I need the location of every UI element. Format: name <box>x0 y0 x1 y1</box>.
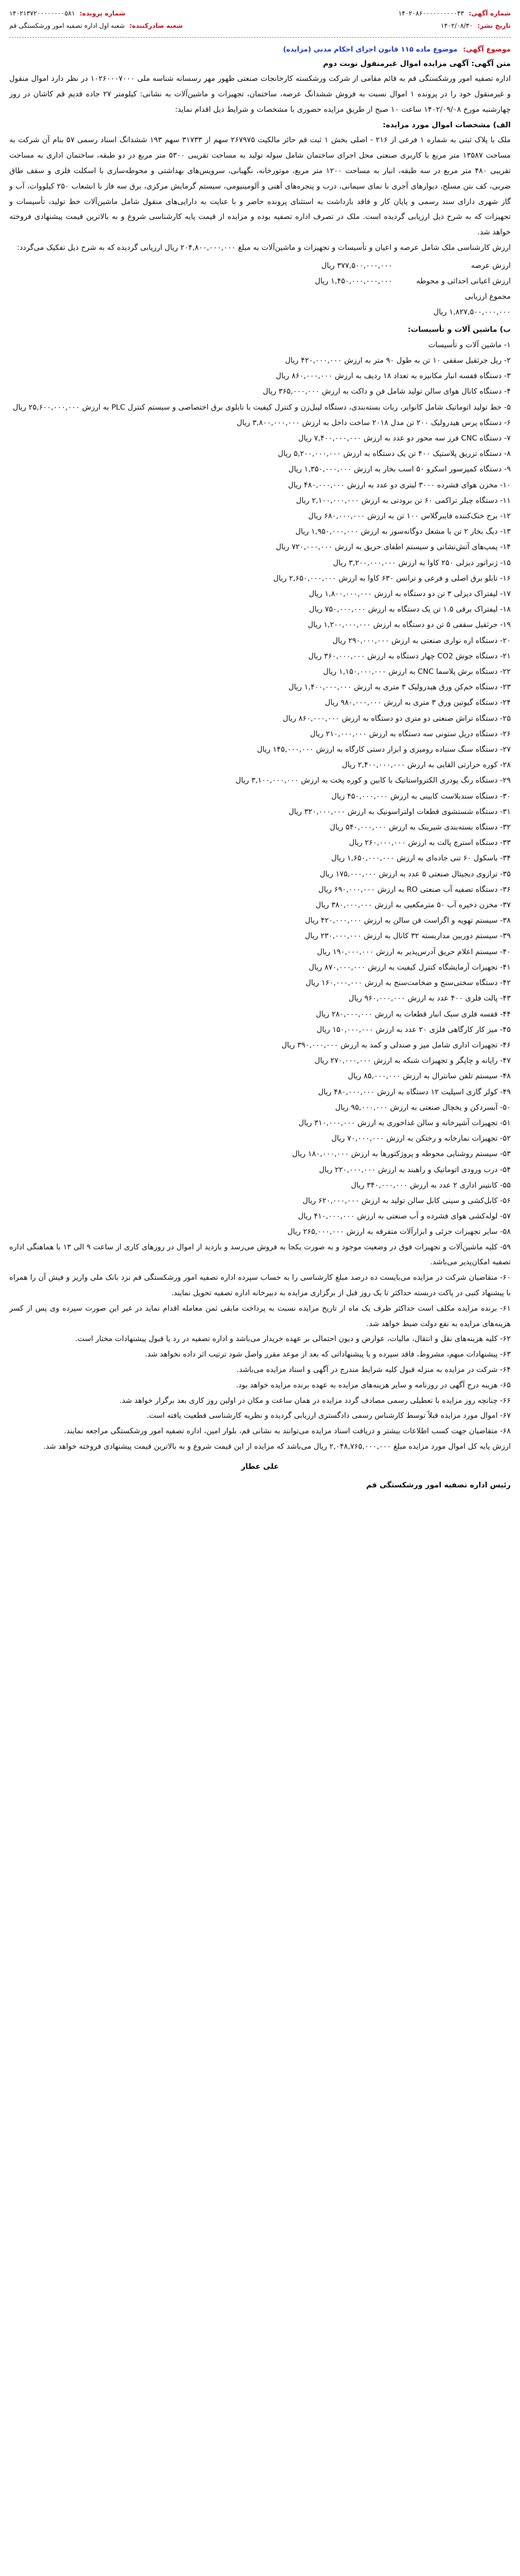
summary-row <box>9 258 511 274</box>
conditions <box>9 1240 511 1455</box>
asset-item: ۱۶- تابلو برق اصلی و فرعی و ترانس ۶۳۰ کاوا به ارزش ۲,۶۵۰,۰۰۰,۰۰۰ ریال <box>273 574 511 583</box>
asset-item: ۱۱- دستگاه چیلر تراکمی ۶۰ تن برودتی به ارزش ۲,۱۰۰,۰۰۰,۰۰۰ ریال <box>296 496 511 505</box>
asset-item: ۳۳- دستگاه استرچ پالت به ارزش ۲۶۰,۰۰۰,۰۰۰ ریال <box>349 839 511 848</box>
asset-item: ۴۲- دستگاه سختی‌سنج و ضخامت‌سنج به ارزش ۱۶۰,۰۰۰,۰۰۰ ریال <box>305 979 511 988</box>
section-a-valuation: ارزش کارشناسی ملک شامل عرصه و اعیان و تأسیسات و تجهیزات و ماشین‌آلات به مبلغ ۲۰۴,۸۰۰,۰۰۰,۰۰۰ ریال ارزیابی گردیده که به شرح ذیل تفکیک می‌گردد: <box>16 243 511 252</box>
condition-paragraph: ۶۶- چنانچه روز مزایده با تعطیلی رسمی مصادف گردد مزایده در همان ساعت و مکان در اولین روز کاری بعد برگزار خواهد شد. <box>119 1396 511 1405</box>
asset-item: ۱۰- مخزن هوای فشرده ۳۰۰۰ لیتری دو عدد به ارزش ۴۸۰,۰۰۰,۰۰۰ ریال <box>288 481 511 489</box>
asset-item: ۲۹- دستگاه رنگ پودری الکترواستاتیک با کابین و کوره پخت به ارزش ۳,۱۰۰,۰۰۰,۰۰۰ ریال <box>235 776 511 785</box>
issue-date-value: ۱۴۰۲/۰۸/۳۰ <box>441 22 473 29</box>
asset-item: ۳۰- دستگاه سندبلاست کابینی به ارزش ۴۵۰,۰۰۰,۰۰۰ ریال <box>331 792 511 801</box>
asset-item: ۷- دستگاه CNC فرز سه محور دو عدد به ارزش ۷,۴۰۰,۰۰۰,۰۰۰ ریال <box>298 434 511 443</box>
asset-item: ۳- دستگاه قفسه انبار مکانیزه به تعداد ۱۸ ردیف به ارزش ۸۶۰,۰۰۰,۰۰۰ ریال <box>275 372 511 381</box>
asset-item: ۹- دستگاه کمپرسور اسکرو ۵۰ اسب بخار به ارزش ۱,۳۵۰,۰۰۰,۰۰۰ ریال <box>288 465 511 474</box>
condition-paragraph: ۶۵- هزینه درج آگهی در روزنامه و سایر هزینه‌های مزایده به عهده برنده مزایده خواهد بود. <box>236 1381 511 1389</box>
asset-item: ۴۷- رایانه و چاپگر و تجهیزات شبکه به ارزش ۲۷۰,۰۰۰,۰۰۰ ریال <box>315 1057 511 1065</box>
asset-item: ۲۱- دستگاه جوش CO2 چهار دستگاه به ارزش ۳۶۰,۰۰۰,۰۰۰ ریال <box>308 652 511 660</box>
condition-paragraph: ۶۲- کلیه هزینه‌های نقل و انتقال، مالیات، عوارض و دیون احتمالی بر عهده خریدار می‌باشد و اداره تصفیه در رد یا قبول پیشنهادات مختار است. <box>75 1335 511 1344</box>
condition-paragraph: ارزش پایه کل اموال مورد مزایده مبلغ ۲,۰۴۸,۷۶۵,۰۰۰,۰۰۰ ریال می‌باشد که مزایده از این قیمت شروع و به بالاترین قیمت پیشنهادی فروخته خواهد شد. <box>43 1442 511 1451</box>
assets-items <box>9 337 511 1240</box>
notice-intro: اداره تصفیه امور ورشکستگی قم به قائم مقامی از شرکت ورشکسته کارخانجات صنعتی ظهور مهر رسسانه شناسه ملی ۱۰۲۶۰۰۰۷۰۰۰ در نظر دارد اموال منقول و غیرمنقول خود را در پرونده ۱ اموال نسبت به فروش ششدانگ عرصه، ساختمان، تجهیزات و ماشین‌آلات به نشانی: کیلومتر ۲۷ جاده قدیم قم کاشان در روز چهارشنبه مورخ ۱۴۰۲/۰۹/۰۸ ساعت ۱۰ صبح از طریق مزایده حضوری با مشخصات و شرایط ذیل اقدام نماید: <box>9 75 511 114</box>
conditions-paragraphs <box>9 1240 511 1455</box>
notice-subject <box>9 43 511 56</box>
asset-item: ۵۶- کابل‌کشی و سینی کابل سالن تولید به ارزش ۶۲۰,۰۰۰,۰۰۰ ریال <box>302 1196 511 1205</box>
condition-paragraph: ۶۳- پیشنهادات مبهم، مشروط، فاقد سپرده و یا پیشنهاداتی که بعد از موعد مقرر واصل شود ترتیب اثر داده نخواهد شد. <box>145 1350 511 1359</box>
asset-item: ۳۹- سیستم دوربین مداربسته ۳۲ کانال به ارزش ۲۳۰,۰۰۰,۰۰۰ ریال <box>305 932 511 941</box>
asset-item: ۶- دستگاه پرس هیدرولیک ۲۰۰ تن مدل ۲۰۱۸ ساخت داخل به ارزش ۳,۸۰۰,۰۰۰,۰۰۰ ریال <box>236 418 511 427</box>
asset-item: ۴۴- قفسه فلزی سبک انبار قطعات به ارزش ۲۸۰,۰۰۰,۰۰۰ ریال <box>316 1010 511 1019</box>
issue-date-label: تاریخ نشر: <box>477 22 511 29</box>
summary-total-value-row <box>9 304 511 320</box>
asset-item: ۵۵- کانتینر اداری ۲ عدد به ارزش ۳۴۰,۰۰۰,۰۰۰ ریال <box>351 1181 511 1190</box>
summary-total-label: مجموع ارزیابی <box>465 292 511 301</box>
issue-date <box>441 20 511 32</box>
issuing-branch-value: شعبه اول اداره تصفیه امور ورشکستگی قم <box>9 22 125 29</box>
asset-item: ۳۴- باسکول ۶۰ تنی جاده‌ای به ارزش ۱,۶۵۰,۰۰۰,۰۰۰ ریال <box>331 854 511 863</box>
asset-item: ۱۵- ژنراتور دیزلی ۲۵۰ کاوا به ارزش ۳,۲۰۰,۰۰۰,۰۰۰ ریال <box>333 558 511 567</box>
asset-item: ۳۷- مخزن ذخیره آب ۵۰ مترمکعبی به ارزش ۳۸۰,۰۰۰,۰۰۰ ریال <box>316 901 511 910</box>
asset-item: ۲۷- دستگاه سنگ سنباده رومیزی و ابزار دستی کارگاه به ارزش ۱۴۵,۰۰۰,۰۰۰ ریال <box>257 745 511 754</box>
summary-value: ۱,۴۵۰,۰۰۰,۰۰۰,۰۰۰ ریال <box>315 277 392 285</box>
asset-item: ۵۳- سیستم روشنایی محوطه و پروژکتورها به ارزش ۱۸۰,۰۰۰,۰۰۰ ریال <box>292 1150 511 1159</box>
condition-paragraph: ۵۹- کلیه ماشین‌آلات و تجهیزات فوق در وضعیت موجود و به صورت یکجا به فروش می‌رسد و بازدید از اموال در روزهای کاری از ساعت ۹ الی ۱۳ با هماهنگی اداره تصفیه امکان‌پذیر می‌باشد. <box>9 1243 511 1267</box>
notice-body <box>9 56 511 256</box>
asset-item: ۵۲- تجهیزات نمازخانه و رختکن به ارزش ۷۰,۰۰۰,۰۰۰ ریال <box>331 1134 511 1143</box>
meta-row-2 <box>9 20 511 32</box>
asset-item: ۳۱- دستگاه شستشوی قطعات اولتراسونیک به ارزش ۳۲۰,۰۰۰,۰۰۰ ریال <box>288 807 511 816</box>
asset-item: ۳۸- سیستم تهویه و اگزاست فن سالن به ارزش ۴۲۰,۰۰۰,۰۰۰ ریال <box>305 917 511 925</box>
asset-item: ۵- خط تولید اتوماتیک شامل کانوایر، ربات بسته‌بندی، دستگاه لیبل‌زن و کنترل کیفیت با تابلوی برق اختصاصی و سیستم کنترل PLC به ارزش ۲۵,۶۰۰,۰۰۰,۰۰۰ ریال <box>12 403 511 412</box>
section-a-text: ملک با پلاک ثبتی به شماره ۱ فرعی از ۲۱۶ - اصلی بخش ۱ ثبت قم حائز مالکیت ۲۶۷۹۷۵ سهم از ۳۱۷۳۳ سهم ۱۹۳ ششدانگ اسناد رسمی ۵۷ بنام آن شرکت به مساحت ۱۳۵۸۷ متر مربع با کاربری صنعتی محل اجرای ساختمان شامل سوله تولید به مساحت تقریبی ۵۳۰۰ متر مربع در دو طبقه، ساختمان اداری به مساحت تقریبی ۴۸۰ متر مربع در سه طبقه، انبار به مساحت ۱۲۰۰ متر مربع، موتورخانه، نگهبانی، سرویس‌های بهداشتی و محوطه‌سازی با اسکلت فلزی و سقف طاق ضربی، کف بتن مسلح، دیوارهای آجری با نمای سیمانی، درب و پنجره‌های آهنی و آلومینیومی، سیستم گرمایش مرکزی، برق سه فاز با انشعاب ۲۵۰ کیلووات، آب و گاز شهری دارای سند رسمی و پایان کار و فاقد بازداشت به استثنای پرونده حاضر و با عنایت به دارایی‌های منقول شامل ماشین‌آلات خط تولید، تأسیسات و تجهیزات که به شرح ذیل ارزیابی گردیده است. ملک در تصرف اداره تصفیه بوده و مزایده از قیمت پایه کارشناسی شروع و به بالاترین قیمت پیشنهادی فروخته خواهد شد. <box>9 136 511 237</box>
signatory-name: علی عطار <box>241 1462 279 1471</box>
summary-total-value: ۱,۸۲۷,۵۰۰,۰۰۰,۰۰۰ ریال <box>433 308 511 316</box>
summary-key: ارزش اعیانی احداثی و محوطه <box>416 277 511 285</box>
asset-item: ۵۸- سایر تجهیزات جزئی و ابزارآلات متفرقه به ارزش ۲۶۵,۰۰۰,۰۰۰ ریال <box>287 1228 511 1236</box>
asset-item: ۳۲- دستگاه بسته‌بندی شیرینک به ارزش ۵۴۰,۰۰۰,۰۰۰ ریال <box>330 823 511 832</box>
issuing-branch <box>9 20 183 32</box>
summary-row <box>9 274 511 289</box>
asset-item: ۴۳- پالت فلزی ۴۰۰ عدد به ارزش ۹۶۰,۰۰۰,۰۰۰ ریال <box>349 994 511 1003</box>
asset-item: ۴۰- سیستم اعلام حریق آدرس‌پذیر به ارزش ۱۹۰,۰۰۰,۰۰۰ ریال <box>317 947 511 956</box>
asset-item: ۲۵- دستگاه تراش صنعتی دو متری دو دستگاه به ارزش ۸۶۰,۰۰۰,۰۰۰ ریال <box>283 714 511 723</box>
asset-item: ۵۱- تجهیزات آشپزخانه و سالن غذاخوری به ارزش ۳۱۰,۰۰۰,۰۰۰ ریال <box>298 1118 511 1127</box>
asset-item: ۱۳- دیگ بخار ۲ تن با مشعل دوگانه‌سوز به ارزش ۱,۹۵۰,۰۰۰,۰۰۰ ریال <box>295 528 511 536</box>
asset-item: ۱- ماشین آلات و تأسیسات <box>428 341 511 349</box>
notice-footer <box>9 1459 511 1493</box>
summary-total-row <box>9 289 511 304</box>
summary-value: ۳۷۷,۵۰۰,۰۰۰,۰۰۰ ریال <box>321 261 392 270</box>
asset-item: ۲۳- دستگاه خم‌کن ورق هیدرولیک ۳ متری به ارزش ۱,۴۰۰,۰۰۰,۰۰۰ ریال <box>288 683 511 692</box>
asset-item: ۴۶- تجهیزات اداری شامل میز و صندلی و کمد به ارزش ۳۹۰,۰۰۰,۰۰۰ ریال <box>281 1041 511 1049</box>
section-a-title: الف) مشخصات اموال مورد مزایده: <box>383 121 511 130</box>
condition-paragraph: ۶۸- متقاضیان جهت کسب اطلاعات بیشتر و دریافت اسناد مزایده می‌توانند به نشانی قم، بلوار امین، اداره تصفیه امور ورشکستگی مراجعه نمایند. <box>64 1427 511 1436</box>
asset-item: ۱۸- لیفتراک برقی ۱.۵ تن یک دستگاه به ارزش ۷۵۰,۰۰۰,۰۰۰ ریال <box>309 605 511 614</box>
asset-item: ۳۶- دستگاه تصفیه آب صنعتی RO به ارزش ۶۹۰,۰۰۰,۰۰۰ ریال <box>318 885 511 894</box>
asset-item: ۳۵- ترازوی دیجیتال صنعتی ۵ عدد به ارزش ۱۷۵,۰۰۰,۰۰۰ ریال <box>320 870 511 878</box>
condition-paragraph: ۶۱- برنده مزایده مکلف است حداکثر ظرف یک ماه از تاریخ مزایده نسبت به پرداخت مابقی ثمن معامله اقدام نماید در غیر این صورت سپرده وی پس از کسر هزینه‌های مزایده به نفع دولت ضبط خواهد شد. <box>9 1304 511 1328</box>
asset-item: ۱۹- جرثقیل سقفی ۵ تن دو دستگاه به ارزش ۱,۲۰۰,۰۰۰,۰۰۰ ریال <box>307 621 511 630</box>
asset-item: ۲- ریل جرثقیل سقفی ۱۰ تن به طول ۹۰ متر به ارزش ۴۲۰,۰۰۰,۰۰۰ ریال <box>285 356 511 365</box>
issuing-branch-label: شعبه صادرکننده: <box>129 22 183 29</box>
subject-value: موضوع ماده ۱۱۵ قانون اجرای احکام مدنی (مزایده) <box>283 45 458 54</box>
notice-number <box>398 7 511 20</box>
asset-item: ۴۸- سیستم تلفن سانترال به ارزش ۸۵,۰۰۰,۰۰۰ ریال <box>348 1072 511 1081</box>
asset-item: ۵۰- آبسردکن و یخچال صنعتی به ارزش ۹۵,۰۰۰,۰۰۰ ریال <box>335 1103 511 1112</box>
letter-number <box>9 7 125 20</box>
letter-number-label: شماره پرونده: <box>79 9 126 17</box>
asset-item: ۴- دستگاه کانال هوای سالن تولید شامل فن و داکت به ارزش ۳۶۵,۰۰۰,۰۰۰ ریال <box>263 387 511 396</box>
subject-label: موضوع آگهی: <box>463 45 511 54</box>
notice-heading: متن آگهی: آگهی مزایده اموال غیرمنقول نوبت دوم <box>323 60 511 68</box>
notice-number-value: ۱۴۰۲۰۸۶۰۰۰۰۰۰۰۰۰۰۴۳ <box>398 9 464 17</box>
asset-item: ۱۷- لیفتراک دیزلی ۳ تن دو دستگاه به ارزش ۱,۸۰۰,۰۰۰,۰۰۰ ریال <box>308 590 511 599</box>
asset-item: ۴۵- میز کار کارگاهی فلزی ۲۰ عدد به ارزش ۱۵۰,۰۰۰,۰۰۰ ریال <box>317 1025 511 1034</box>
summary-key: ارزش عرصه <box>471 261 511 270</box>
meta-row-1 <box>9 7 511 20</box>
asset-item: ۲۶- دستگاه دریل ستونی سه دستگاه به ارزش ۲۱۰,۰۰۰,۰۰۰ ریال <box>310 730 511 738</box>
letter-number-value: ۱۴۰۲۱۳۷۲۰۰۰۰۰۰۰۰۵۸۱ <box>9 9 75 17</box>
asset-item: ۸- دستگاه تزریق پلاستیک ۴۰۰ تن یک دستگاه به ارزش ۵,۲۰۰,۰۰۰,۰۰۰ ریال <box>278 450 511 459</box>
assets-list <box>9 322 511 1240</box>
condition-paragraph: ۶۴- شرکت در مزایده به منزله قبول کلیه شرایط مندرج در آگهی و اسناد مزایده می‌باشد. <box>236 1365 511 1374</box>
asset-item: ۲۸- کوره حرارتی القایی به ارزش ۲,۴۰۰,۰۰۰,۰۰۰ ریال <box>342 761 511 770</box>
condition-paragraph: ۶۰- متقاضیان شرکت در مزایده می‌بایست ده درصد مبلغ کارشناسی را به حساب سپرده اداره تصفیه امور ورشکستگی قم نزد بانک ملی واریز و فیش آن را همراه با پیشنهاد کتبی در پاکت دربسته حداکثر تا یک روز قبل از برگزاری مزایده به دبیرخانه اداره تصفیه تحویل نمایند. <box>9 1274 511 1297</box>
asset-item: ۱۲- برج خنک‌کننده فایبرگلاس ۱۰۰ تن به ارزش ۶۸۰,۰۰۰,۰۰۰ ریال <box>308 512 511 520</box>
notice-meta <box>9 7 511 32</box>
valuation-summary <box>9 258 511 320</box>
issuing-organization: رئیس اداره تصفیه امور ورشکستگی قم <box>366 1481 511 1489</box>
asset-item: ۴۹- کولر گازی اسپلیت ۱۲ دستگاه به ارزش ۴۸۰,۰۰۰,۰۰۰ ریال <box>318 1088 511 1096</box>
asset-item: ۴۱- تجهیزات آزمایشگاه کنترل کیفیت به ارزش ۸۷۰,۰۰۰,۰۰۰ ریال <box>308 963 511 972</box>
asset-item: ۲۲- دستگاه برش پلاسما CNC به ارزش ۱,۱۵۰,۰۰۰,۰۰۰ ریال <box>323 668 511 676</box>
asset-item: ۵۷- لوله‌کشی هوای فشرده و آب صنعتی به ارزش ۴۱۰,۰۰۰,۰۰۰ ریال <box>298 1212 511 1221</box>
notice-number-label: شماره آگهی: <box>469 9 511 17</box>
assets-list-title: ب) ماشین آلات و تأسیسات: <box>407 325 511 334</box>
asset-item: ۱۴- پمپ‌های آتش‌نشانی و سیستم اطفای حریق به ارزش ۷۲۰,۰۰۰,۰۰۰ ریال <box>275 543 511 552</box>
asset-item: ۲۰- دستگاه اره نواری صنعتی به ارزش ۲۹۰,۰۰۰,۰۰۰ ریال <box>332 636 511 645</box>
divider <box>9 37 511 38</box>
asset-item: ۲۴- دستگاه گیوتین ورق ۳ متری به ارزش ۹۸۰,۰۰۰,۰۰۰ ریال <box>325 699 511 707</box>
condition-paragraph: ۶۷- اموال مورد مزایده قبلاً توسط کارشناس رسمی دادگستری ارزیابی گردیده و نظریه کارشناسی قطعیت یافته است. <box>146 1412 511 1420</box>
asset-item: ۵۴- درب ورودی اتوماتیک و راهبند به ارزش ۲۲۰,۰۰۰,۰۰۰ ریال <box>319 1165 511 1174</box>
